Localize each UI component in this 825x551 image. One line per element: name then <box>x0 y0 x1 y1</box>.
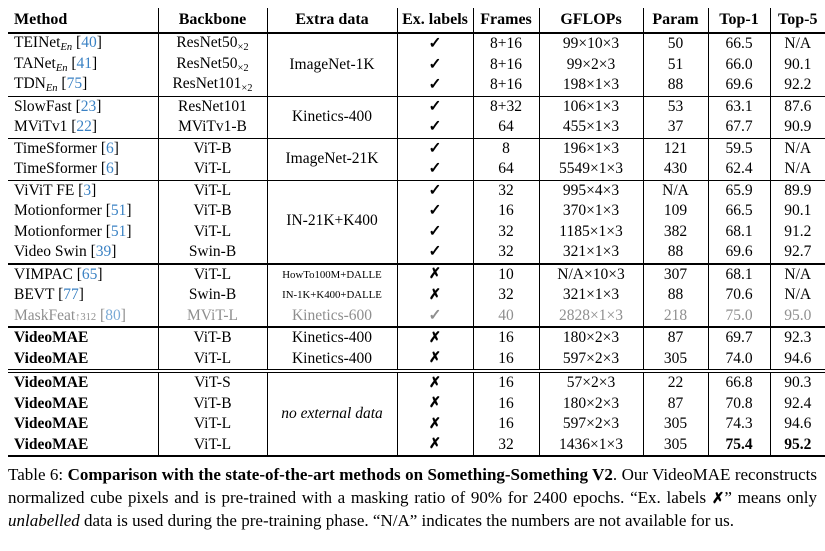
top5-cell: 90.3 <box>770 371 825 394</box>
gflops-cell: 106×1×3 <box>539 96 643 117</box>
param-cell: 51 <box>667 55 684 73</box>
top5-cell: 92.3 <box>770 327 825 349</box>
frames-cell: 16 <box>473 371 539 394</box>
method-cell: SlowFast [23] <box>8 96 158 117</box>
gflops-cell: 5549×1×3 <box>559 160 623 178</box>
param-cell: 87 <box>667 394 684 412</box>
citation-link[interactable]: 51 <box>110 202 127 220</box>
extra-data-cell: ImageNet-1K <box>289 55 375 73</box>
frames-cell: 16 <box>498 202 514 220</box>
method-cell: Video Swin [39] <box>14 243 117 261</box>
caption-prefix: Table 6: <box>8 465 68 485</box>
top1-cell: 67.7 <box>725 118 753 136</box>
method-cell: TimeSformer [6] <box>8 138 158 159</box>
frames-cell: 8+16 <box>490 55 522 73</box>
extra-data-cell: Kinetics-400 <box>267 327 397 349</box>
top1-cell: 70.6 <box>725 286 753 304</box>
top5-cell: N/A <box>770 264 825 286</box>
citation-link[interactable]: 39 <box>95 243 112 261</box>
extra-data-cell: HowTo100M+DALLE <box>267 264 397 286</box>
table-caption: Table 6: Comparison with the state-of-the-art methods on Something-Something V2. Our VideoMAE reconstructs normalized cube pixels and is pre-trained with a masking ratio of 90% for 2400 epochs. “Ex. labels ✗” means only unlabelled data is used during the pre-training phase. “N/A” indicates the numbers are not available for us. <box>8 465 818 531</box>
check-mark: ✓ <box>428 222 442 240</box>
gflops-cell: 99×10×3 <box>562 35 620 52</box>
top1-cell: 66.0 <box>725 55 753 73</box>
backbone-cell: ViT-L <box>158 180 267 201</box>
top1-cell: 69.6 <box>725 243 753 261</box>
param-cell: 87 <box>643 327 708 349</box>
gflops-cell: 198×1×3 <box>562 76 620 94</box>
method-cell: VIMPAC [65] <box>8 264 158 286</box>
gflops-cell: 99×2×3 <box>566 55 616 73</box>
cross-mark: ✗ <box>397 371 473 394</box>
method-cell: Motionformer [51] <box>14 222 132 240</box>
cross-mark: ✗ <box>428 415 442 432</box>
gflops-cell: 57×2×3 <box>539 371 643 394</box>
extra-data-cell: IN-21K+K400 <box>267 180 397 264</box>
cross-mark: ✗ <box>428 350 442 367</box>
cross-glyph: ✗ <box>711 490 725 507</box>
backbone-cell: Swin-B <box>188 286 237 304</box>
gflops-cell: 196×1×3 <box>539 138 643 159</box>
backbone-cell: MViTv1-B <box>178 118 247 136</box>
top5-cell: 94.6 <box>784 415 812 433</box>
frames-cell: 8 <box>473 138 539 159</box>
frames-cell: 32 <box>498 286 514 304</box>
cross-mark: ✗ <box>397 327 473 349</box>
frames-cell: 64 <box>498 160 514 178</box>
method-cell: VideoMAE <box>14 415 89 433</box>
method-cell: Motionformer [51] <box>14 202 132 220</box>
method-cell: VideoMAE <box>14 394 89 412</box>
top5-cell: N/A <box>770 138 825 159</box>
method-cell: MViTv1 [22] <box>14 118 98 136</box>
gflops-cell: 321×1×3 <box>562 243 620 261</box>
check-mark: ✓ <box>428 76 442 94</box>
backbone-cell: ViT-L <box>158 264 267 286</box>
top5-cell: 90.9 <box>784 118 812 136</box>
gflops-cell: 180×2×3 <box>539 327 643 349</box>
check-mark: ✓ <box>428 35 442 52</box>
method-cell: TDNEn [75] <box>14 75 88 95</box>
frames-cell: 64 <box>498 118 514 136</box>
backbone-cell: Swin-B <box>188 243 237 261</box>
check-mark: ✓ <box>397 96 473 117</box>
table-row <box>8 394 825 415</box>
backbone-cell: ViT-B <box>158 327 267 349</box>
frames-cell: 32 <box>498 243 514 261</box>
results-table <box>8 8 825 457</box>
frames-cell: 16 <box>498 349 514 367</box>
param-cell: 305 <box>663 349 688 367</box>
top1-cell: 66.5 <box>725 202 753 220</box>
cross-mark: ✗ <box>428 395 442 412</box>
top5-cell: 95.0 <box>784 306 812 324</box>
backbone-cell: $ResNet50_{\times 2}$ <box>176 54 249 74</box>
table-row <box>8 349 825 372</box>
frames-cell: 8+16 <box>490 35 522 52</box>
table-row <box>8 264 825 286</box>
caption-italic-word: unlabelled <box>8 511 80 531</box>
method-name: TEINet <box>14 34 61 51</box>
extra-data-cell: Kinetics-600 <box>291 306 373 324</box>
top5-cell: N/A <box>784 160 812 178</box>
top1-cell: 62.4 <box>725 160 753 178</box>
method-small-suffix: ↑312 <box>75 311 97 323</box>
table-row <box>8 138 825 159</box>
table-row <box>8 242 825 264</box>
check-mark: ✓ <box>428 55 442 73</box>
top1-cell: 75.4 <box>725 435 753 453</box>
extra-data-cell: no external data <box>267 371 397 456</box>
col-header-gflops: GFLOPs <box>539 8 643 33</box>
top1-cell: 69.6 <box>725 76 753 94</box>
table-row <box>8 435 825 457</box>
extra-data-cell: IN-1K+K400+DALLE <box>282 289 382 302</box>
gflops-cell: 1185×1×3 <box>559 222 623 240</box>
check-mark: ✓ <box>428 306 442 324</box>
backbone-cell: ViT-L <box>193 349 232 367</box>
backbone-cell: ViT-S <box>158 371 267 394</box>
param-cell: 382 <box>663 222 688 240</box>
param-cell: 53 <box>643 96 708 117</box>
frames-cell: 16 <box>473 327 539 349</box>
col-header-frames: Frames <box>473 8 539 33</box>
param-cell: 305 <box>663 435 688 453</box>
method-cell: MaskFeat↑312 [80] <box>14 306 126 324</box>
top1-cell: 70.8 <box>725 394 753 412</box>
param-cell: 88 <box>667 243 684 261</box>
check-mark: ✓ <box>428 202 442 220</box>
frames-cell: 32 <box>498 435 514 453</box>
gflops-cell: N/A×10×3 <box>539 264 643 286</box>
method-subscript: En <box>60 42 73 53</box>
param-cell: 50 <box>667 35 684 52</box>
frames-cell: 16 <box>498 394 514 412</box>
method-cell: VideoMAE <box>14 435 89 453</box>
param-cell: 88 <box>667 286 684 304</box>
top1-cell: 65.9 <box>708 180 770 201</box>
check-mark: ✓ <box>428 160 442 178</box>
citation-link[interactable]: 40 <box>81 34 97 51</box>
top5-cell: N/A <box>784 286 812 304</box>
gflops-cell: 995×4×3 <box>539 180 643 201</box>
extra-data-cell: Kinetics-400 <box>267 96 397 138</box>
frames-cell: 32 <box>473 180 539 201</box>
param-cell: 305 <box>663 415 688 433</box>
top5-cell: 90.1 <box>784 202 812 220</box>
col-header-top1: Top-1 <box>708 8 770 33</box>
citation-link[interactable]: 77 <box>63 286 79 304</box>
backbone-cell: ViT-B <box>193 202 232 220</box>
top5-cell: 87.6 <box>770 96 825 117</box>
param-cell: 307 <box>643 264 708 286</box>
top1-cell: 69.7 <box>708 327 770 349</box>
table-row <box>8 201 825 222</box>
paper-table-figure <box>8 8 825 533</box>
backbone-cell: ViT-L <box>193 222 232 240</box>
top1-cell: 59.5 <box>708 138 770 159</box>
table-row <box>8 180 825 201</box>
method-cell: VideoMAE <box>14 349 89 367</box>
gflops-cell: 597×2×3 <box>562 349 620 367</box>
cross-mark: ✗ <box>428 436 442 453</box>
method-cell: VideoMAE <box>8 371 158 394</box>
method-cell: TimeSformer [6] <box>14 160 119 178</box>
top5-cell: 89.9 <box>770 180 825 201</box>
table-row <box>8 414 825 435</box>
gflops-cell: 2828×1×3 <box>559 306 623 324</box>
param-cell: 88 <box>667 76 684 94</box>
check-mark: ✓ <box>397 138 473 159</box>
gflops-cell: 1436×1×3 <box>559 435 623 453</box>
backbone-cell: ViT-B <box>158 138 267 159</box>
top5-cell: 92.7 <box>784 243 812 261</box>
param-cell: 37 <box>667 118 684 136</box>
table-row <box>8 33 825 55</box>
citation-link[interactable]: 80 <box>105 306 121 324</box>
top5-cell: 95.2 <box>784 435 812 453</box>
top1-cell: 66.5 <box>725 35 753 52</box>
extra-data-cell: ImageNet-21K <box>267 138 397 180</box>
param-cell: N/A <box>643 180 708 201</box>
backbone-cell: $ResNet101_{\times 2}$ <box>172 75 253 95</box>
col-header-extra-data: Extra data <box>267 8 397 33</box>
top1-cell: 66.8 <box>708 371 770 394</box>
frames-cell: 32 <box>498 222 514 240</box>
citation-link[interactable]: 75 <box>66 75 83 93</box>
method-cell: ViViT FE [3] <box>8 180 158 201</box>
frames-cell: 8+32 <box>473 96 539 117</box>
citation-link[interactable]: 3 <box>83 181 92 199</box>
cross-mark: ✗ <box>397 264 473 286</box>
check-mark: ✓ <box>397 180 473 201</box>
col-header-ex-labels: Ex. labels <box>397 8 473 33</box>
top1-cell: 74.3 <box>725 415 753 433</box>
table-row <box>8 55 825 76</box>
citation-link[interactable]: 23 <box>80 97 97 115</box>
table-row <box>8 96 825 117</box>
top5-cell: 94.6 <box>784 349 812 367</box>
param-cell: 109 <box>663 202 688 220</box>
col-header-backbone: Backbone <box>158 8 267 33</box>
top1-cell: 68.1 <box>725 222 753 240</box>
frames-cell: 40 <box>498 306 514 324</box>
col-header-method: Method <box>8 8 158 33</box>
table-row <box>8 371 825 394</box>
backbone-cell: ResNet101 <box>158 96 267 117</box>
table-row <box>8 285 825 306</box>
frames-cell: 10 <box>473 264 539 286</box>
param-cell: 22 <box>643 371 708 394</box>
method-cell: BEVT [77] <box>14 286 84 304</box>
param-cell: 218 <box>663 306 688 324</box>
header-row <box>8 8 825 33</box>
citation-link[interactable]: 65 <box>81 265 98 283</box>
gflops-cell: 597×2×3 <box>562 415 620 433</box>
backbone-cell: MViT-L <box>186 306 239 324</box>
method-cell: TEINetEn [40] <box>14 34 102 53</box>
backbone-cell: $ResNet50_{\times 2}$ <box>176 34 249 53</box>
citation-link[interactable]: 51 <box>110 222 127 240</box>
table-row-grayed <box>8 306 825 328</box>
top5-cell: 92.2 <box>784 76 812 94</box>
frames-cell: 8+16 <box>490 76 522 94</box>
top5-cell: N/A <box>784 35 812 52</box>
backbone-cell: ViT-B <box>193 394 232 412</box>
param-cell: 430 <box>663 160 688 178</box>
top5-cell: 92.4 <box>784 394 812 412</box>
table-row <box>8 117 825 138</box>
top1-cell: 74.0 <box>725 349 753 367</box>
method-cell: VideoMAE <box>8 327 158 349</box>
citation-link[interactable]: 6 <box>106 139 114 157</box>
check-mark: ✓ <box>428 243 442 261</box>
top1-cell: 63.1 <box>708 96 770 117</box>
cross-mark: ✗ <box>428 286 442 303</box>
backbone-cell: ViT-L <box>193 160 232 178</box>
gflops-cell: 180×2×3 <box>562 394 620 412</box>
citation-link[interactable]: 22 <box>76 118 92 136</box>
top1-cell: 75.0 <box>725 306 753 324</box>
gflops-cell: 321×1×3 <box>562 286 620 304</box>
frames-cell: 16 <box>498 415 514 433</box>
extra-data-cell: Kinetics-400 <box>291 349 373 367</box>
table-row <box>8 75 825 96</box>
check-mark: ✓ <box>428 118 442 136</box>
table-row <box>8 222 825 243</box>
gflops-cell: 455×1×3 <box>562 118 620 136</box>
top5-cell: 90.1 <box>784 55 812 73</box>
table-row <box>8 159 825 180</box>
backbone-cell: ViT-L <box>193 435 232 453</box>
top1-cell: 68.1 <box>708 264 770 286</box>
citation-link[interactable]: 6 <box>106 160 114 178</box>
caption-bold-title: Comparison with the state-of-the-art methods on Something-Something V2 <box>67 465 613 485</box>
backbone-cell: ViT-L <box>193 415 232 433</box>
gflops-cell: 370×1×3 <box>562 202 620 220</box>
method-cell: TANetEn [41] <box>14 54 98 74</box>
col-header-param: Param <box>643 8 708 33</box>
citation-link[interactable]: 41 <box>76 54 93 72</box>
col-header-top5: Top-5 <box>770 8 825 33</box>
param-cell: 121 <box>643 138 708 159</box>
top5-cell: 91.2 <box>784 222 812 240</box>
table-row <box>8 327 825 349</box>
